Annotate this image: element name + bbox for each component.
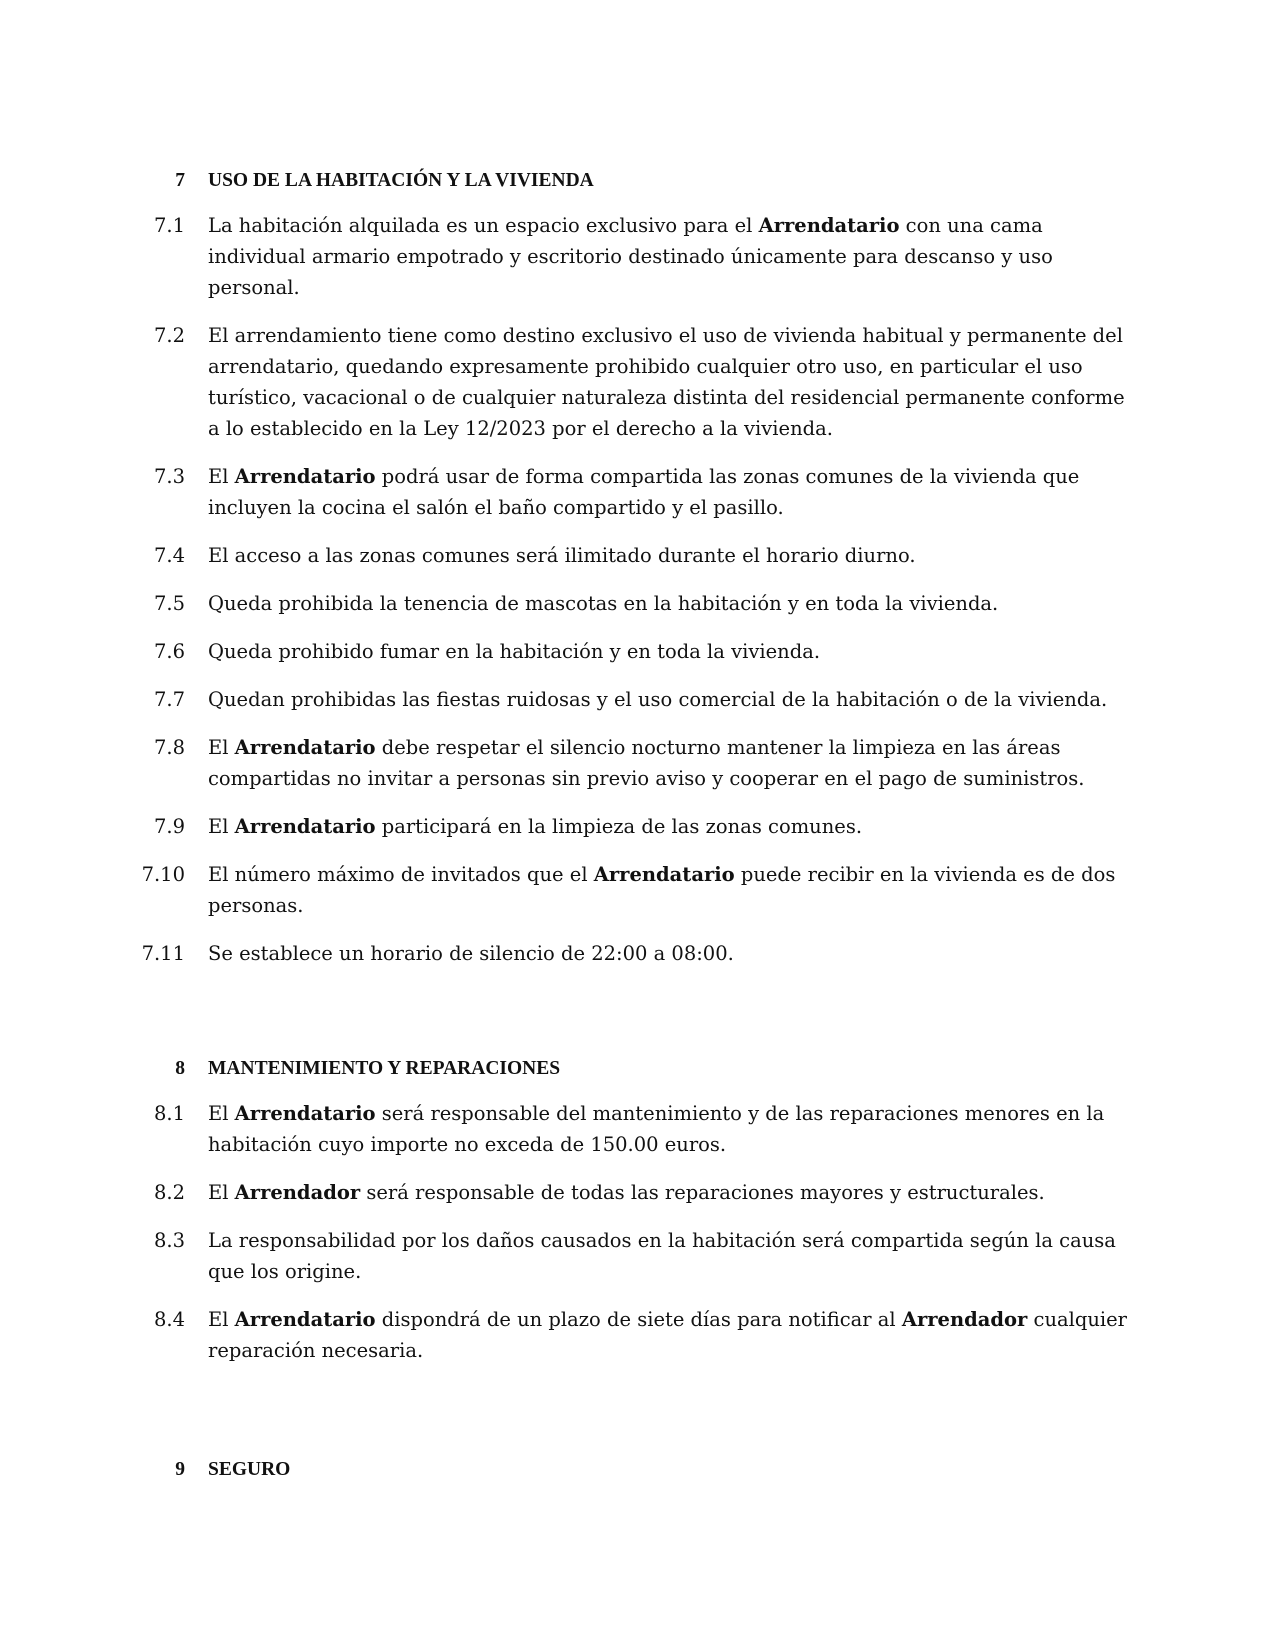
- clause-text: [208, 938, 1138, 969]
- clause-text: [208, 320, 1138, 444]
- clause-8-3: [0, 1225, 1275, 1287]
- clause-number: 7.11: [141, 942, 185, 965]
- clause-number: 7.5: [153, 592, 185, 615]
- clause-fragment: Queda prohibida la tenencia de mascotas en la habitación y en toda la vivienda.: [208, 592, 999, 615]
- clause-number: 8.2: [153, 1181, 185, 1204]
- clause-7-10: [0, 859, 1275, 921]
- clause-fragment: La responsabilidad por los daños causados en la habitación será compartida según la causa que los origine.: [208, 1229, 1116, 1283]
- section-heading: [0, 170, 1275, 200]
- clause-text: [208, 588, 1138, 619]
- clause-fragment: debe respetar el silencio nocturno mantener la limpieza en las áreas compartidas no invitar a personas sin previo aviso y cooperar en el pago de suministros.: [208, 736, 1085, 790]
- clause-fragment: participará en la limpieza de las zonas comunes.: [375, 815, 863, 838]
- clause-number: 7.10: [141, 863, 185, 886]
- clause-fragment: El: [208, 465, 235, 488]
- clause-7-5: [0, 588, 1275, 619]
- clause-7-11: [0, 938, 1275, 969]
- clause-8-4: [0, 1304, 1275, 1366]
- clause-number: 7.1: [153, 214, 185, 237]
- clause-text: [208, 811, 1138, 842]
- clause-text: [208, 1225, 1138, 1287]
- clause-fragment: La habitación alquilada es un espacio exclusivo para el: [208, 214, 759, 237]
- clause-number: 7.8: [153, 736, 185, 759]
- clause-number: 7.9: [153, 815, 185, 838]
- party-name: Arrendatario: [234, 1102, 376, 1125]
- section-number: 7: [175, 170, 185, 191]
- clause-text: [208, 1177, 1138, 1208]
- clause-number: 7.3: [153, 465, 185, 488]
- section-title: USO DE LA HABITACIÓN Y LA VIVIENDA: [208, 170, 594, 191]
- section-heading: [0, 1459, 1275, 1489]
- clause-text: [208, 684, 1138, 715]
- clause-fragment: El: [208, 1181, 235, 1204]
- clause-7-6: [0, 636, 1275, 667]
- clause-number: 7.6: [153, 640, 185, 663]
- party-name: Arrendatario: [234, 815, 376, 838]
- clause-text: [208, 636, 1138, 667]
- clause-fragment: dispondrá de un plazo de siete días para notificar al: [375, 1308, 902, 1331]
- clause-7-1: [0, 210, 1275, 303]
- clause-fragment: Queda prohibido fumar en la habitación y en toda la vivienda.: [208, 640, 821, 663]
- section-title: MANTENIMIENTO Y REPARACIONES: [208, 1058, 561, 1079]
- party-name: Arrendatario: [758, 214, 900, 237]
- section-9: [0, 1459, 1275, 1489]
- section-8: [0, 1058, 1275, 1366]
- clause-7-3: [0, 461, 1275, 523]
- clause-fragment: El: [208, 1308, 235, 1331]
- clause-fragment: podrá usar de forma compartida las zonas comunes de la vivienda que incluyen la cocina el salón el baño compartido y el pasillo.: [208, 465, 1080, 519]
- section-title: SEGURO: [208, 1459, 291, 1480]
- clause-text: [208, 732, 1138, 794]
- clause-fragment: Quedan prohibidas las fiestas ruidosas y el uso comercial de la habitación o de la vivienda.: [208, 688, 1108, 711]
- clause-number: 7.7: [153, 688, 185, 711]
- clause-fragment: El arrendamiento tiene como destino exclusivo el uso de vivienda habitual y permanente del arrendatario, quedando expresamente prohibido cualquier otro uso, en particular el uso turístico, vacacional o de cualquier naturaleza distinta del residencial permanente conforme a lo establecido en la Ley 12/2023 por el derecho a la vivienda.: [208, 324, 1125, 440]
- section-number: 8: [175, 1058, 185, 1079]
- clause-fragment: será responsable del mantenimiento y de las reparaciones menores en la habitación cuyo importe no exceda de 150.00 euros.: [208, 1102, 1105, 1156]
- clause-fragment: cualquier reparación necesaria.: [208, 1308, 1128, 1362]
- clause-fragment: El: [208, 815, 235, 838]
- section-heading: [0, 1058, 1275, 1088]
- party-name: Arrendatario: [234, 1308, 376, 1331]
- clause-text: [208, 1098, 1138, 1160]
- clause-text: [208, 461, 1138, 523]
- clause-number: 8.4: [153, 1308, 185, 1331]
- party-name: Arrendador: [901, 1308, 1028, 1331]
- clause-text: [208, 1304, 1138, 1366]
- clause-fragment: El acceso a las zonas comunes será ilimitado durante el horario diurno.: [208, 544, 916, 567]
- clause-text: [208, 859, 1138, 921]
- clause-7-4: [0, 540, 1275, 571]
- party-name: Arrendador: [234, 1181, 361, 1204]
- clause-7-7: [0, 684, 1275, 715]
- clause-fragment: El: [208, 736, 235, 759]
- clause-fragment: El: [208, 1102, 235, 1125]
- clause-number: 7.2: [153, 324, 185, 347]
- clause-fragment: Se establece un horario de silencio de 22:00 a 08:00.: [208, 942, 734, 965]
- clause-number: 8.1: [153, 1102, 185, 1125]
- party-name: Arrendatario: [234, 465, 376, 488]
- section-7: [0, 170, 1275, 969]
- party-name: Arrendatario: [234, 736, 376, 759]
- clause-7-9: [0, 811, 1275, 842]
- clause-number: 7.4: [153, 544, 185, 567]
- clause-fragment: con una cama individual armario empotrado y escritorio destinado únicamente para descanso y uso personal.: [208, 214, 1053, 299]
- clause-8-1: [0, 1098, 1275, 1160]
- clause-text: [208, 210, 1138, 303]
- clause-number: 8.3: [153, 1229, 185, 1252]
- clause-7-2: [0, 320, 1275, 444]
- clause-fragment: será responsable de todas las reparaciones mayores y estructurales.: [360, 1181, 1045, 1204]
- clause-text: [208, 540, 1138, 571]
- clause-8-2: [0, 1177, 1275, 1208]
- party-name: Arrendatario: [593, 863, 735, 886]
- clause-fragment: El número máximo de invitados que el: [208, 863, 594, 886]
- clause-7-8: [0, 732, 1275, 794]
- section-number: 9: [175, 1459, 185, 1480]
- clause-fragment: puede recibir en la vivienda es de dos personas.: [208, 863, 1116, 917]
